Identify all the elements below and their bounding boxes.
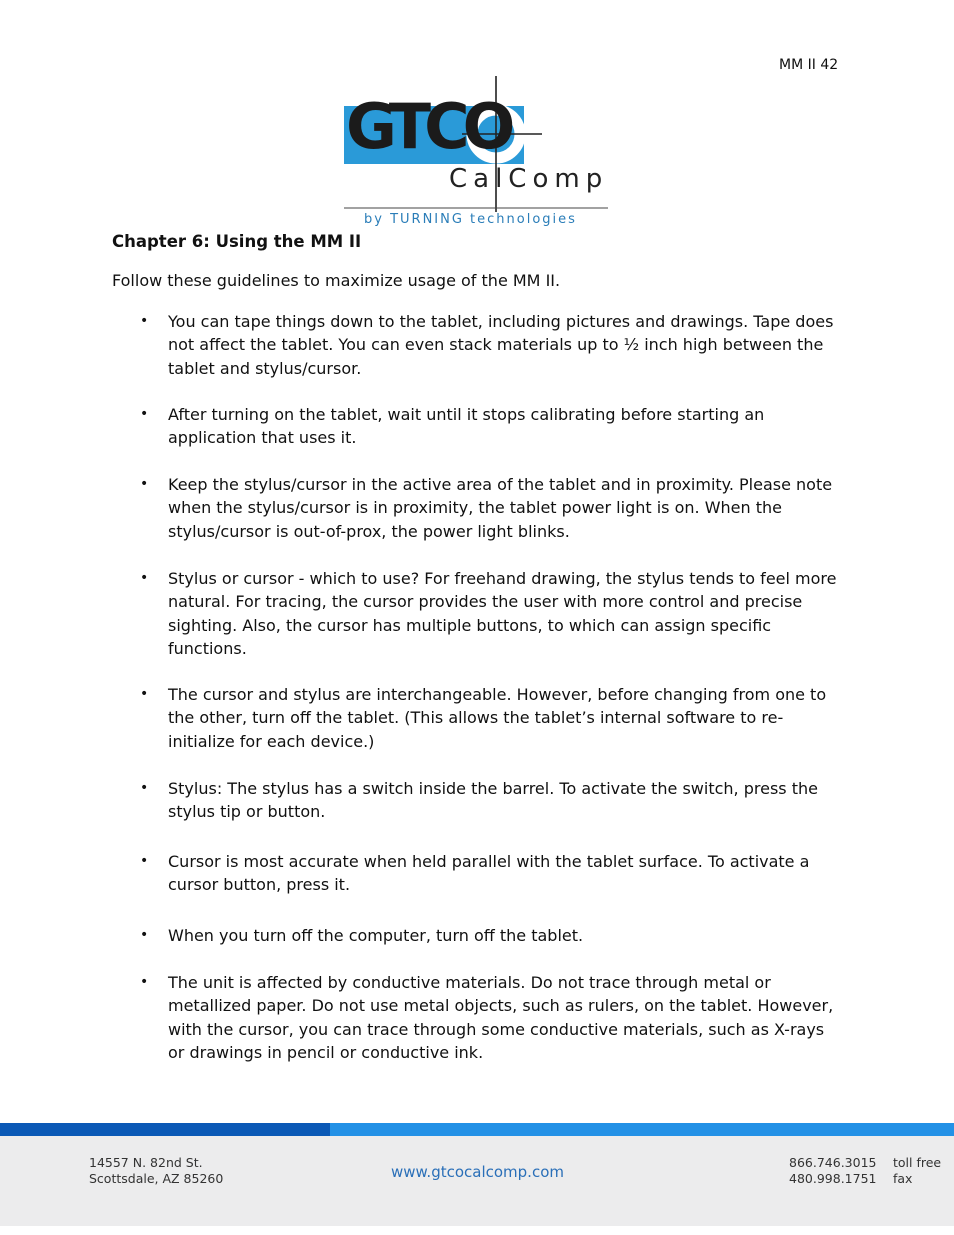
company-logo [344, 76, 610, 232]
bullet-icon: • [140, 974, 149, 990]
list-item: • You can tape things down to the tablet, including pictures and drawings. Tape does not affect the tablet. You can even stack materials up to ½ inch high between the tablet and stylus/cursor. [140, 312, 834, 378]
list-item: • After turning on the tablet, wait until it stops calibrating before starting an application that uses it. [140, 405, 765, 448]
logo-brand-bottom: CalComp [449, 164, 609, 194]
list-item: • Keep the stylus/cursor in the active area of the tablet and in proximity. Please note when the stylus/cursor is in proximity, the tablet power light is on. When the stylus/cursor is out-of-prox, the power light blinks. [140, 475, 833, 541]
page-footer [0, 1123, 954, 1226]
logo-byline: by TURNING technologies [364, 212, 577, 227]
bullet-icon: • [140, 853, 149, 869]
footer-accent-bar [0, 1123, 330, 1136]
list-item: • When you turn off the computer, turn off the tablet. [140, 924, 840, 971]
footer-phones: 866.746.3015 toll free 480.998.1751 fax [789, 1155, 942, 1186]
footer-accent-bar [330, 1123, 954, 1136]
logo-brand-top: GTCO [346, 90, 509, 163]
bullet-icon: • [140, 927, 149, 943]
footer-address: 14557 N. 82nd St. Scottsdale, AZ 85260 [89, 1155, 224, 1186]
intro-text: Follow these guidelines to maximize usage of the MM II. [112, 271, 561, 290]
list-item: • Stylus: The stylus has a switch inside the barrel. To activate the switch, press the stylus tip or button. [140, 779, 818, 822]
bullet-icon: • [140, 313, 149, 329]
guidelines-list [140, 310, 840, 1064]
bullet-icon: • [140, 780, 149, 796]
bullet-icon: • [140, 570, 149, 586]
page-number: MM II 42 [779, 57, 839, 73]
list-item: • The cursor and stylus are interchangeable. However, before changing from one to the other, turn off the tablet. (This allows the tablet’s internal software to re-initialize for each device.) [140, 685, 827, 751]
footer-website-link[interactable]: www.gtcocalcomp.com [391, 1163, 564, 1181]
list-item: • The unit is affected by conductive materials. Do not trace through metal or metallized paper. Do not use metal objects, such as rulers, on the tablet. However, with the cursor, you can trace through some conductive materials, such as X-rays or drawings in pencil or conductive ink. [140, 973, 834, 1062]
bullet-icon: • [140, 476, 149, 492]
bullet-icon: • [140, 406, 149, 422]
list-item: • Cursor is most accurate when held parallel with the tablet surface. To activate a cursor button, press it. [140, 852, 810, 895]
bullet-icon: • [140, 686, 149, 702]
chapter-title: Chapter 6: Using the MM II [112, 232, 362, 251]
list-item: • Stylus or cursor - which to use? For freehand drawing, the stylus tends to feel more natural. For tracing, the cursor provides the user with more control and precise sighting. Also, the cursor has multiple buttons, to which can assign specific functions. [140, 569, 837, 658]
